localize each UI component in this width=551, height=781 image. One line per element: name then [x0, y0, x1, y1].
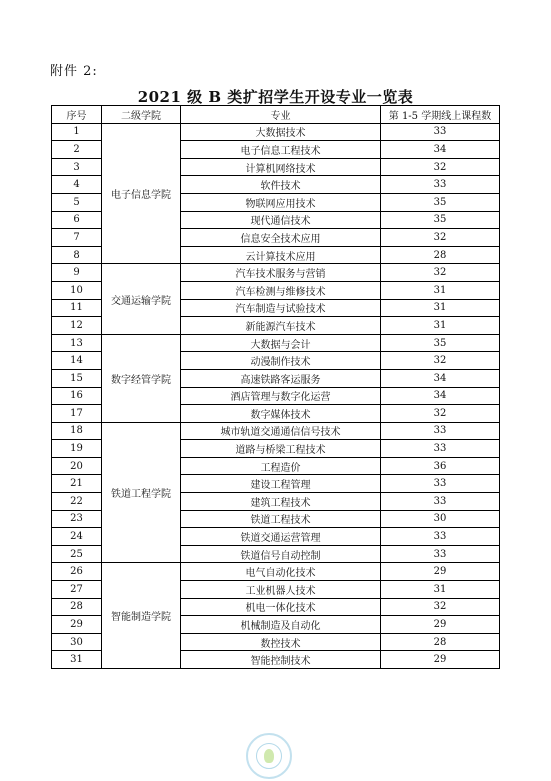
cell-course-count: 34 — [381, 369, 500, 387]
majors-table — [51, 105, 500, 669]
cell-no: 8 — [52, 246, 102, 264]
cell-college: 交通运输学院 — [102, 264, 181, 334]
cell-no: 5 — [52, 193, 102, 211]
header-major: 专业 — [181, 106, 381, 124]
cell-no: 24 — [52, 528, 102, 546]
cell-course-count: 29 — [381, 563, 500, 581]
cell-major: 信息安全技术应用 — [181, 229, 381, 247]
cell-no: 1 — [52, 123, 102, 141]
cell-major: 软件技术 — [181, 176, 381, 194]
cell-course-count: 32 — [381, 352, 500, 370]
cell-major: 汽车技术服务与营销 — [181, 264, 381, 282]
cell-major: 智能控制技术 — [181, 651, 381, 669]
cell-course-count: 33 — [381, 422, 500, 440]
cell-major: 工程造价 — [181, 457, 381, 475]
cell-no: 19 — [52, 440, 102, 458]
cell-major: 铁道工程技术 — [181, 510, 381, 528]
cell-course-count: 33 — [381, 545, 500, 563]
cell-no: 23 — [52, 510, 102, 528]
table-row — [52, 123, 500, 141]
cell-college: 智能制造学院 — [102, 563, 181, 669]
cell-course-count: 31 — [381, 581, 500, 599]
table-row — [52, 422, 500, 440]
cell-course-count: 28 — [381, 246, 500, 264]
cell-no: 31 — [52, 651, 102, 669]
cell-no: 9 — [52, 264, 102, 282]
cell-major: 汽车检测与维修技术 — [181, 281, 381, 299]
cell-course-count: 33 — [381, 475, 500, 493]
table-row — [52, 264, 500, 282]
cell-major: 数字媒体技术 — [181, 405, 381, 423]
cell-no: 14 — [52, 352, 102, 370]
cell-course-count: 31 — [381, 299, 500, 317]
cell-course-count: 34 — [381, 141, 500, 159]
cell-course-count: 33 — [381, 176, 500, 194]
cell-major: 大数据技术 — [181, 123, 381, 141]
cell-college: 铁道工程学院 — [102, 422, 181, 563]
cell-major: 建筑工程技术 — [181, 493, 381, 511]
cell-course-count: 29 — [381, 616, 500, 634]
cell-no: 22 — [52, 493, 102, 511]
header-course-count: 第 1-5 学期线上课程数 — [381, 106, 500, 124]
cell-major: 电气自动化技术 — [181, 563, 381, 581]
cell-major: 计算机网络技术 — [181, 158, 381, 176]
cell-course-count: 32 — [381, 158, 500, 176]
cell-college: 数字经管学院 — [102, 334, 181, 422]
header-college: 二级学院 — [102, 106, 181, 124]
cell-no: 29 — [52, 616, 102, 634]
cell-course-count: 32 — [381, 229, 500, 247]
page-title: 2021 级 B 类扩招学生开设专业一览表 — [137, 88, 414, 106]
cell-major: 高速铁路客运服务 — [181, 369, 381, 387]
cell-major: 城市轨道交通通信信号技术 — [181, 422, 381, 440]
cell-no: 18 — [52, 422, 102, 440]
cell-no: 15 — [52, 369, 102, 387]
cell-major: 云计算技术应用 — [181, 246, 381, 264]
school-seal-watermark — [246, 733, 292, 779]
cell-no: 21 — [52, 475, 102, 493]
cell-no: 26 — [52, 563, 102, 581]
cell-no: 17 — [52, 405, 102, 423]
cell-major: 铁道信号自动控制 — [181, 545, 381, 563]
cell-no: 10 — [52, 281, 102, 299]
cell-no: 20 — [52, 457, 102, 475]
cell-major: 电子信息工程技术 — [181, 141, 381, 159]
cell-course-count: 30 — [381, 510, 500, 528]
cell-no: 13 — [52, 334, 102, 352]
cell-course-count: 35 — [381, 193, 500, 211]
cell-course-count: 34 — [381, 387, 500, 405]
cell-major: 大数据与会计 — [181, 334, 381, 352]
table-row — [52, 563, 500, 581]
cell-college: 电子信息学院 — [102, 123, 181, 264]
cell-major: 酒店管理与数字化运营 — [181, 387, 381, 405]
cell-course-count: 36 — [381, 457, 500, 475]
cell-no: 12 — [52, 317, 102, 335]
cell-no: 30 — [52, 633, 102, 651]
cell-no: 11 — [52, 299, 102, 317]
cell-course-count: 28 — [381, 633, 500, 651]
table-header-row — [52, 106, 500, 124]
cell-major: 铁道交通运营管理 — [181, 528, 381, 546]
cell-major: 道路与桥梁工程技术 — [181, 440, 381, 458]
cell-course-count: 33 — [381, 440, 500, 458]
cell-major: 汽车制造与试验技术 — [181, 299, 381, 317]
cell-course-count: 33 — [381, 493, 500, 511]
cell-no: 7 — [52, 229, 102, 247]
cell-course-count: 29 — [381, 651, 500, 669]
cell-major: 数控技术 — [181, 633, 381, 651]
cell-major: 现代通信技术 — [181, 211, 381, 229]
cell-course-count: 31 — [381, 317, 500, 335]
cell-course-count: 35 — [381, 334, 500, 352]
cell-major: 机械制造及自动化 — [181, 616, 381, 634]
cell-no: 25 — [52, 545, 102, 563]
cell-course-count: 32 — [381, 264, 500, 282]
cell-no: 6 — [52, 211, 102, 229]
table-body — [52, 123, 500, 668]
cell-course-count: 35 — [381, 211, 500, 229]
table-row — [52, 334, 500, 352]
cell-major: 物联网应用技术 — [181, 193, 381, 211]
cell-no: 4 — [52, 176, 102, 194]
header-no: 序号 — [52, 106, 102, 124]
cell-no: 16 — [52, 387, 102, 405]
cell-major: 动漫制作技术 — [181, 352, 381, 370]
cell-course-count: 33 — [381, 123, 500, 141]
cell-major: 机电一体化技术 — [181, 598, 381, 616]
cell-course-count: 32 — [381, 405, 500, 423]
cell-major: 工业机器人技术 — [181, 581, 381, 599]
cell-course-count: 32 — [381, 598, 500, 616]
cell-no: 28 — [52, 598, 102, 616]
cell-course-count: 33 — [381, 528, 500, 546]
cell-major: 建设工程管理 — [181, 475, 381, 493]
cell-no: 27 — [52, 581, 102, 599]
cell-no: 2 — [52, 141, 102, 159]
cell-no: 3 — [52, 158, 102, 176]
cell-course-count: 31 — [381, 281, 500, 299]
attachment-label: 附件 2: — [50, 64, 98, 79]
cell-major: 新能源汽车技术 — [181, 317, 381, 335]
